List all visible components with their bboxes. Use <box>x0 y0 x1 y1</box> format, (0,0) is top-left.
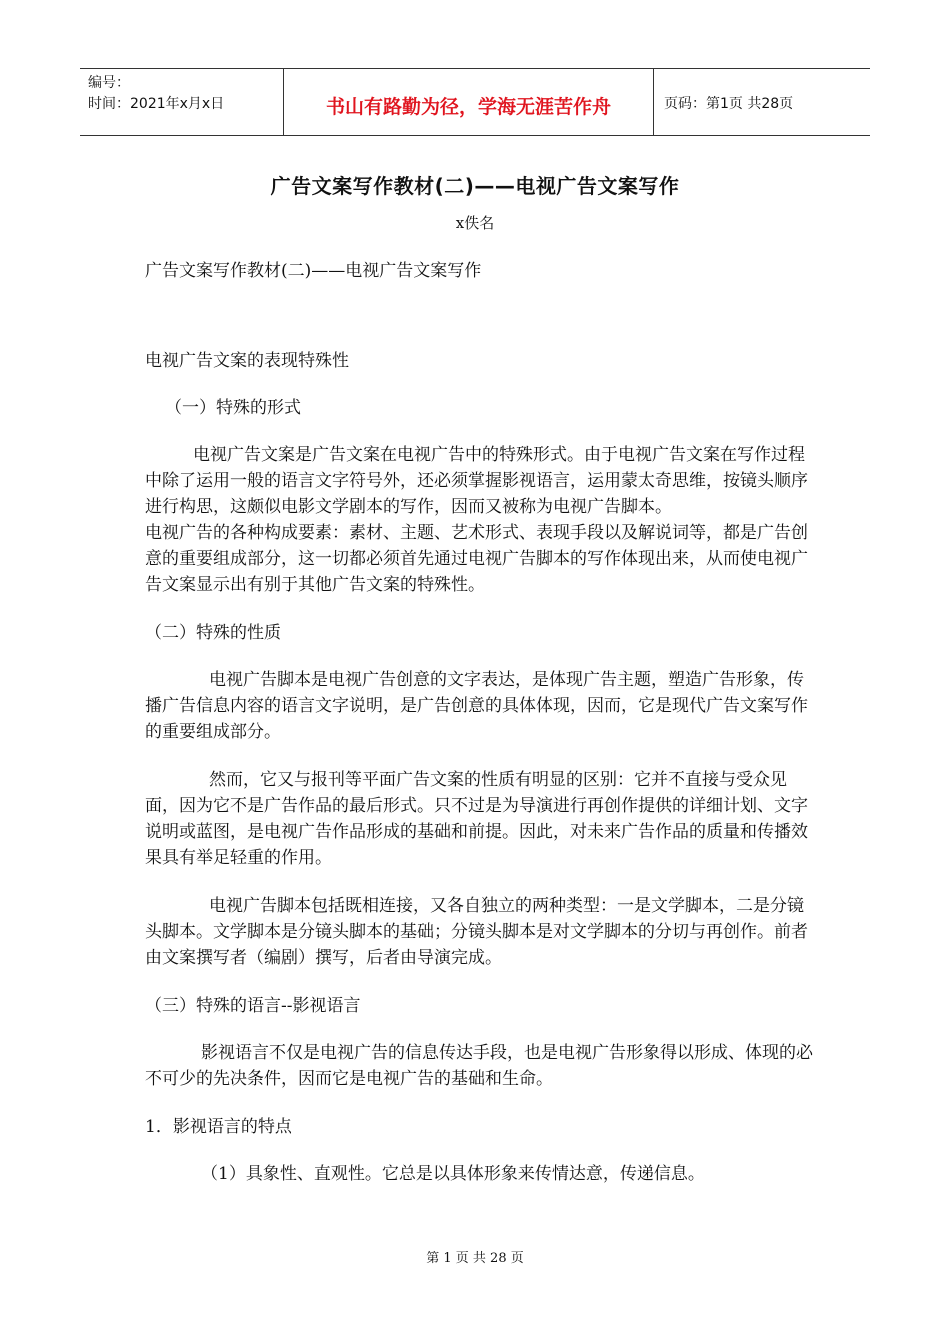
body-paragraph: 广告文案写作教材(二)——电视广告文案写作 <box>145 261 482 281</box>
section-heading: 电视广告文案的表现特殊性 <box>145 351 349 371</box>
body-paragraph: 电视广告文案是广告文案在电视广告中的特殊形式。由于电视广告文案在写作过程中除了运用一般的语言文字符号外，还必须掌握影视语言，运用蒙太奇思维，按镜头顺序进行构思，这颇似电影文学剧本的写作，因而又被称为电视广告脚本。 <box>145 445 808 517</box>
body-paragraph: 电视广告脚本包括既相连接，又各自独立的两种类型：一是文学脚本，二是分镜头脚本。文学脚本是分镜头脚本的基础；分镜头脚本是对文学脚本的分切与再创作。前者由文案撰写者（编剧）撰写，后者由导演完成。 <box>145 896 808 968</box>
header-motto: 书山有路勤为径，学海无涯苦作舟 <box>283 69 654 135</box>
page-header <box>80 68 870 136</box>
subsection-heading: （二）特殊的性质 <box>145 623 281 643</box>
body-paragraph: 然而，它又与报刊等平面广告文案的性质有明显的区别：它并不直接与受众见面，因为它不是广告作品的最后形式。只不过是为导演进行再创作提供的详细计划、文字说明或蓝图，是电视广告作品形成的基础和前提。因此，对未来广告作品的质量和传播效果具有举足轻重的作用。 <box>145 770 808 868</box>
header-page-info: 页码：第1页 共28页 <box>664 96 794 112</box>
body-paragraph: 影视语言不仅是电视广告的信息传达手段，也是电视广告形象得以形成、体现的必不可少的先决条件，因而它是电视广告的基础和生命。 <box>145 1043 813 1089</box>
subsection-heading: （三）特殊的语言--影视语言 <box>145 996 361 1016</box>
list-heading: 1．影视语言的特点 <box>145 1117 292 1137</box>
document-number-label: 编号： <box>88 75 130 91</box>
list-item: （1）具象性、直观性。它总是以具体形象来传情达意，传递信息。 <box>201 1164 705 1184</box>
body-paragraph: 电视广告脚本是电视广告创意的文字表达，是体现广告主题，塑造广告形象，传播广告信息内容的语言文字说明，是广告创意的具体体现，因而，它是现代广告文案写作的重要组成部分。 <box>145 670 808 742</box>
body-paragraph: 电视广告的各种构成要素：素材、主题、艺术形式、表现手段以及解说词等，都是广告创意的重要组成部分，这一切都必须首先通过电视广告脚本的写作体现出来，从而使电视广告文案显示出有别于其他广告文案的特殊性。 <box>145 523 808 595</box>
header-meta <box>80 69 283 135</box>
document-body <box>145 258 813 1187</box>
document-date: 时间：2021年x月x日 <box>88 96 225 112</box>
subsection-heading: （一）特殊的形式 <box>165 398 301 418</box>
document-title: 广告文案写作教材(二)——电视广告文案写作 <box>270 174 680 198</box>
document-author: x佚名 <box>455 214 495 232</box>
page-footer: 第 1 页 共 28 页 <box>426 1251 524 1266</box>
